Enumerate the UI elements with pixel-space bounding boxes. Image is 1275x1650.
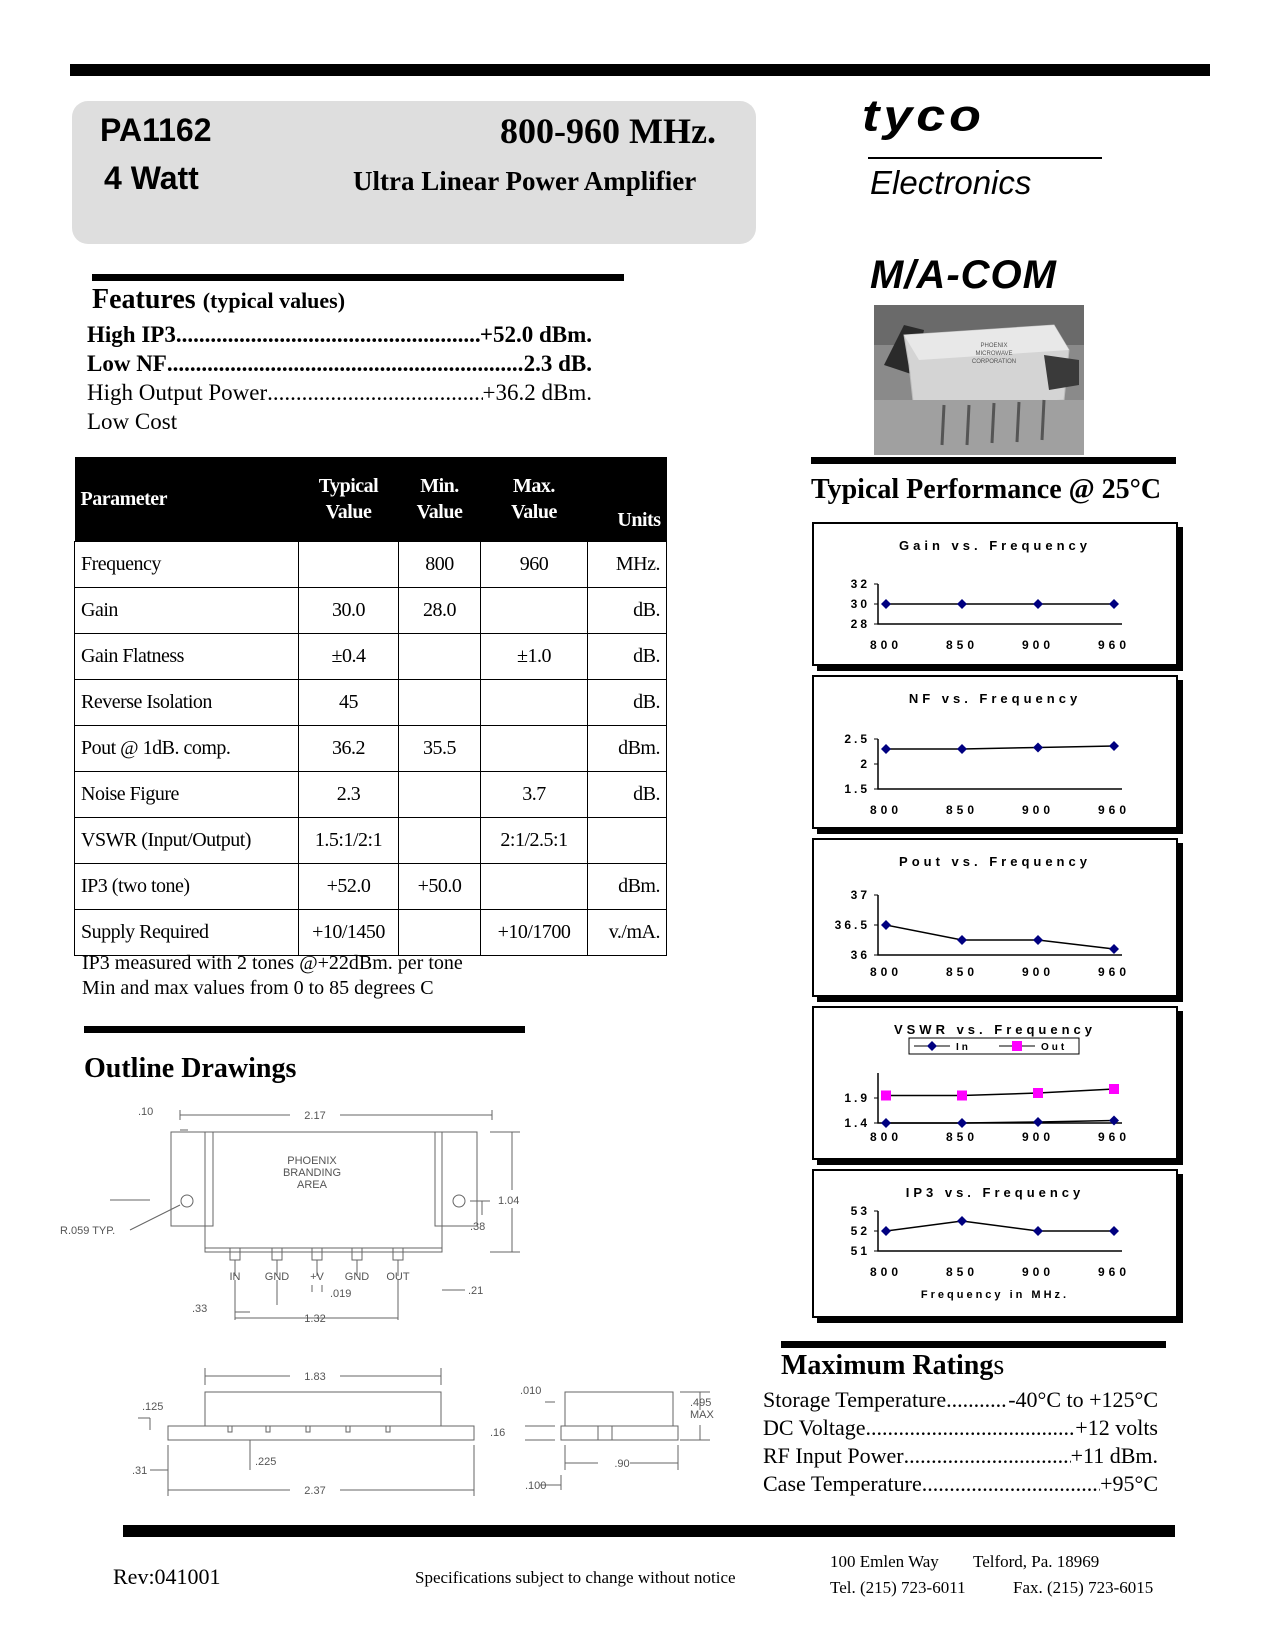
rating-rf-input-power xyxy=(763,1443,1158,1469)
rating-name: Case Temperature xyxy=(763,1471,922,1496)
rating-dc-voltage xyxy=(763,1415,1158,1441)
y-tick-label: 37 xyxy=(850,888,870,902)
rating-name: DC Voltage xyxy=(763,1415,866,1440)
dim-body-width: 1.83 xyxy=(304,1371,326,1383)
chart-title: Pout vs. Frequency xyxy=(899,854,1091,869)
feature-high-ip3 xyxy=(87,322,592,348)
y-tick-label: 28 xyxy=(850,617,870,631)
data-point xyxy=(1109,1116,1119,1126)
dim-flange-edge: .31 xyxy=(132,1465,148,1477)
top-rule xyxy=(70,64,1210,76)
chart-title: NF vs. Frequency xyxy=(908,691,1082,706)
features-rule xyxy=(92,274,624,281)
frequency-range: 800-960 MHz. xyxy=(500,111,716,151)
rating-value: +11 dBm. xyxy=(1070,1443,1158,1468)
x-tick-label: 960 xyxy=(1097,965,1131,979)
table-row xyxy=(75,864,667,910)
feature-value: +36.2 dBm. xyxy=(482,380,592,405)
product-photo xyxy=(874,305,1084,455)
cell-max xyxy=(481,680,588,726)
x-tick-label: 960 xyxy=(1097,638,1131,652)
dim-pin-position: .225 xyxy=(255,1456,277,1468)
chart-2 xyxy=(812,838,1178,997)
rating-storage-temp xyxy=(763,1387,1158,1413)
cell-parameter: Gain xyxy=(75,588,299,634)
data-point xyxy=(881,1118,891,1128)
x-tick-label: 960 xyxy=(1097,1130,1131,1144)
cell-min xyxy=(399,818,481,864)
cell-max xyxy=(481,864,588,910)
col-min: Min. Value xyxy=(399,457,481,542)
features-heading xyxy=(92,284,345,316)
data-point xyxy=(1033,1088,1043,1098)
data-point xyxy=(881,744,891,754)
branding-line-3: AREA xyxy=(297,1179,327,1191)
y-tick-label: 30 xyxy=(850,597,870,611)
cell-typical xyxy=(299,542,399,588)
rating-value: -40°C to +125°C xyxy=(1008,1387,1158,1412)
x-tick-label: 850 xyxy=(945,638,979,652)
col-typical: Typical Value xyxy=(299,457,399,542)
feature-value: +52.0 dBm. xyxy=(479,322,592,347)
dim-max-height: .495 xyxy=(690,1397,712,1409)
y-tick-label: 1.9 xyxy=(844,1091,870,1105)
cell-max: ±1.0 xyxy=(481,634,588,680)
max-ratings-rule xyxy=(781,1341,1166,1348)
cell-parameter: Noise Figure xyxy=(75,772,299,818)
x-tick-label: 900 xyxy=(1021,803,1055,817)
data-point xyxy=(881,1091,891,1101)
table-row xyxy=(75,910,667,956)
data-point xyxy=(1033,935,1043,945)
chart-0 xyxy=(812,522,1178,666)
dim-radius: R.059 TYP. xyxy=(60,1225,116,1237)
legend-label: Out xyxy=(1041,1042,1068,1053)
x-tick-label: 900 xyxy=(1021,965,1055,979)
max-ratings-heading xyxy=(781,1350,1004,1382)
table-row xyxy=(75,680,667,726)
max-ratings-title-tail: s xyxy=(993,1350,1005,1381)
address-city: Telford, Pa. 18969 xyxy=(973,1552,1100,1571)
y-tick-label: 2.5 xyxy=(844,732,870,746)
y-tick-label: 36 xyxy=(850,948,870,962)
dim-overall: 2.37 xyxy=(304,1485,326,1497)
dim-left-offset: .10 xyxy=(138,1106,154,1118)
x-tick-label: 960 xyxy=(1097,1265,1131,1279)
y-tick-label: 51 xyxy=(850,1244,870,1258)
dim-max-label: MAX xyxy=(690,1409,714,1421)
chart-title: Gain vs. Frequency xyxy=(899,538,1091,553)
dim-pin-span: 1.32 xyxy=(304,1313,326,1325)
chart-3 xyxy=(812,1006,1178,1160)
x-tick-label: 800 xyxy=(869,638,903,652)
product-type: Ultra Linear Power Amplifier xyxy=(353,166,697,196)
x-tick-label: 900 xyxy=(1021,1265,1055,1279)
bottom-rule xyxy=(123,1525,1175,1537)
col-parameter: Parameter xyxy=(75,457,299,542)
chart-legend xyxy=(909,1038,1079,1054)
data-point xyxy=(957,599,967,609)
data-point xyxy=(1033,743,1043,753)
x-tick-label: 800 xyxy=(869,803,903,817)
cell-parameter: IP3 (two tone) xyxy=(75,864,299,910)
data-point xyxy=(957,935,967,945)
feature-high-output-power xyxy=(87,380,592,406)
data-point xyxy=(1109,944,1119,954)
phone: Tel. (215) 723-6011 xyxy=(830,1578,966,1597)
performance-heading: Typical Performance @ 25°C xyxy=(811,474,1162,505)
address-street: 100 Emlen Way xyxy=(830,1552,939,1571)
chart-plot xyxy=(814,677,1176,827)
cell-parameter: Supply Required xyxy=(75,910,299,956)
data-point xyxy=(1109,741,1119,751)
table-note-ip3: IP3 measured with 2 tones @+22dBm. per tone xyxy=(82,952,463,974)
chart-4 xyxy=(812,1169,1178,1318)
data-point xyxy=(1109,1084,1119,1094)
table-row xyxy=(75,818,667,864)
dim-flange-thickness: .125 xyxy=(142,1401,164,1413)
cell-parameter: Frequency xyxy=(75,542,299,588)
cell-units: dBm. xyxy=(588,864,667,910)
dim-pin-width: .019 xyxy=(330,1288,352,1300)
cell-parameter: Reverse Isolation xyxy=(75,680,299,726)
cell-units: dB. xyxy=(588,634,667,680)
cell-typical: 36.2 xyxy=(299,726,399,772)
cell-units xyxy=(588,818,667,864)
branding-line-1: PHOENIX xyxy=(287,1155,337,1167)
dim-side-offset: .100 xyxy=(525,1480,547,1492)
feature-name: High Output Power xyxy=(87,380,268,405)
cell-typical: 45 xyxy=(299,680,399,726)
photo-label-3: CORPORATION xyxy=(971,359,1017,365)
table-row xyxy=(75,634,667,680)
y-tick-label: 2 xyxy=(860,757,870,771)
chart-plot xyxy=(814,1008,1176,1158)
cell-max xyxy=(481,588,588,634)
cell-min xyxy=(399,772,481,818)
cell-parameter: VSWR (Input/Output) xyxy=(75,818,299,864)
cell-max: +10/1700 xyxy=(481,910,588,956)
feature-low-nf xyxy=(87,351,592,377)
cell-typical: +10/1450 xyxy=(299,910,399,956)
data-point xyxy=(1033,1117,1043,1127)
x-tick-label: 800 xyxy=(869,965,903,979)
cell-units: dB. xyxy=(588,772,667,818)
y-tick-label: 1.4 xyxy=(844,1116,870,1130)
data-point xyxy=(957,1091,967,1101)
cell-typical: 30.0 xyxy=(299,588,399,634)
x-tick-label: 850 xyxy=(945,965,979,979)
pin-label-gnd-1: GND xyxy=(264,1271,290,1283)
data-point xyxy=(957,1118,967,1128)
revision: Rev:041001 xyxy=(113,1564,221,1589)
feature-value: 2.3 dB. xyxy=(523,351,592,376)
cell-max: 960 xyxy=(481,542,588,588)
disclaimer: Specifications subject to change without notice xyxy=(415,1568,736,1587)
dim-first-pin: .33 xyxy=(192,1303,208,1315)
x-tick-label: 850 xyxy=(945,803,979,817)
data-point xyxy=(957,1216,967,1226)
features-subtitle: (typical values) xyxy=(202,288,346,313)
series-line xyxy=(886,746,1114,749)
pin-label-v: +V xyxy=(310,1271,324,1283)
series-line xyxy=(886,1221,1114,1231)
electronics-logo-text: Electronics xyxy=(870,164,1032,201)
x-tick-label: 850 xyxy=(945,1130,979,1144)
col-units: Units xyxy=(588,457,667,542)
dim-hole-offset: .38 xyxy=(470,1221,486,1233)
y-tick-label: 52 xyxy=(850,1224,870,1238)
cell-max: 3.7 xyxy=(481,772,588,818)
fax: Fax. (215) 723-6015 xyxy=(1013,1578,1154,1597)
dim-side-thickness: .16 xyxy=(490,1427,506,1439)
power-rating: 4 Watt xyxy=(104,160,199,196)
cell-max: 2:1/2.5:1 xyxy=(481,818,588,864)
x-tick-label: 900 xyxy=(1021,638,1055,652)
chart-plot xyxy=(814,524,1176,664)
rating-name: RF Input Power xyxy=(763,1443,904,1468)
tyco-logo: tyco xyxy=(862,91,985,141)
max-ratings-title: Maximum Rating xyxy=(781,1350,994,1381)
legend-label: In xyxy=(956,1042,971,1053)
table-row xyxy=(75,542,667,588)
cell-min: +50.0 xyxy=(399,864,481,910)
chart-title: VSWR vs. Frequency xyxy=(893,1022,1097,1037)
cell-min xyxy=(399,680,481,726)
cell-units: dB. xyxy=(588,680,667,726)
data-point xyxy=(881,599,891,609)
pin-label-gnd-2: GND xyxy=(344,1271,370,1283)
data-point xyxy=(881,1226,891,1236)
data-point xyxy=(1109,599,1119,609)
x-tick-label: 900 xyxy=(1021,1130,1055,1144)
x-tick-label: 800 xyxy=(869,1265,903,1279)
cell-typical: 1.5:1/2:1 xyxy=(299,818,399,864)
macom-logo: M/A-COM xyxy=(870,253,1057,297)
branding-line-2: BRANDING xyxy=(282,1167,342,1179)
cell-typical: +52.0 xyxy=(299,864,399,910)
data-point xyxy=(1109,1226,1119,1236)
table-header-row xyxy=(75,457,667,542)
pin-label-in: IN xyxy=(229,1271,241,1283)
cell-units: MHz. xyxy=(588,542,667,588)
cell-parameter: Pout @ 1dB. comp. xyxy=(75,726,299,772)
col-max: Max. Value xyxy=(481,457,588,542)
feature-low-cost: Low Cost xyxy=(87,409,178,434)
cell-min: 800 xyxy=(399,542,481,588)
table-note-temp: Min and max values from 0 to 85 degrees C xyxy=(82,977,434,999)
dim-side-width: .90 xyxy=(614,1458,630,1470)
rating-case-temp xyxy=(763,1471,1158,1497)
features-title: Features xyxy=(92,284,196,315)
series-line xyxy=(886,1089,1114,1096)
cell-typical: 2.3 xyxy=(299,772,399,818)
cell-parameter: Gain Flatness xyxy=(75,634,299,680)
dim-top-width: 2.17 xyxy=(304,1110,326,1122)
y-tick-label: 53 xyxy=(850,1204,870,1218)
dim-gap: .010 xyxy=(520,1385,542,1397)
logo-divider xyxy=(868,157,1102,159)
dim-height: 1.04 xyxy=(498,1195,520,1207)
pin-label-out: OUT xyxy=(386,1271,410,1283)
part-number: PA1162 xyxy=(100,112,212,148)
rating-name: Storage Temperature xyxy=(763,1387,947,1412)
dim-pin-edge: .21 xyxy=(468,1285,484,1297)
cell-units: dB. xyxy=(588,588,667,634)
cell-typical: ±0.4 xyxy=(299,634,399,680)
chart-plot xyxy=(814,1171,1176,1316)
rating-value: +12 volts xyxy=(1075,1415,1158,1440)
chart-axes xyxy=(878,1073,1122,1123)
chart-title: IP3 vs. Frequency xyxy=(905,1185,1085,1200)
photo-label-1: PHOENIX xyxy=(980,343,1008,349)
x-tick-label: 850 xyxy=(945,1265,979,1279)
feature-name: High IP3 xyxy=(87,322,176,347)
cell-max xyxy=(481,726,588,772)
table-row xyxy=(75,588,667,634)
photo-label-2: MICROWAVE xyxy=(975,351,1013,357)
x-tick-label: 800 xyxy=(869,1130,903,1144)
table-row xyxy=(75,772,667,818)
data-point xyxy=(1033,1226,1043,1236)
cell-units: dBm. xyxy=(588,726,667,772)
outline-rule xyxy=(84,1026,525,1033)
cell-min: 35.5 xyxy=(399,726,481,772)
series-line xyxy=(886,925,1114,949)
cell-min xyxy=(399,910,481,956)
performance-rule xyxy=(811,457,1176,464)
y-tick-label: 1.5 xyxy=(844,782,870,796)
y-tick-label: 32 xyxy=(850,577,870,591)
cell-units: v./mA. xyxy=(588,910,667,956)
cell-min: 28.0 xyxy=(399,588,481,634)
feature-name: Low NF xyxy=(87,351,167,376)
x-axis-label: Frequency in MHz. xyxy=(920,1289,1070,1301)
spec-table xyxy=(74,457,667,956)
cell-min xyxy=(399,634,481,680)
data-point xyxy=(881,920,891,930)
table-row xyxy=(75,726,667,772)
rating-value: +95°C xyxy=(1100,1471,1158,1496)
y-tick-label: 36.5 xyxy=(834,918,870,932)
chart-plot xyxy=(814,840,1176,995)
data-point xyxy=(957,744,967,754)
outline-drawing xyxy=(50,1080,760,1510)
chart-1 xyxy=(812,675,1178,829)
x-tick-label: 960 xyxy=(1097,803,1131,817)
outline-heading: Outline Drawings xyxy=(84,1053,297,1084)
data-point xyxy=(1033,599,1043,609)
